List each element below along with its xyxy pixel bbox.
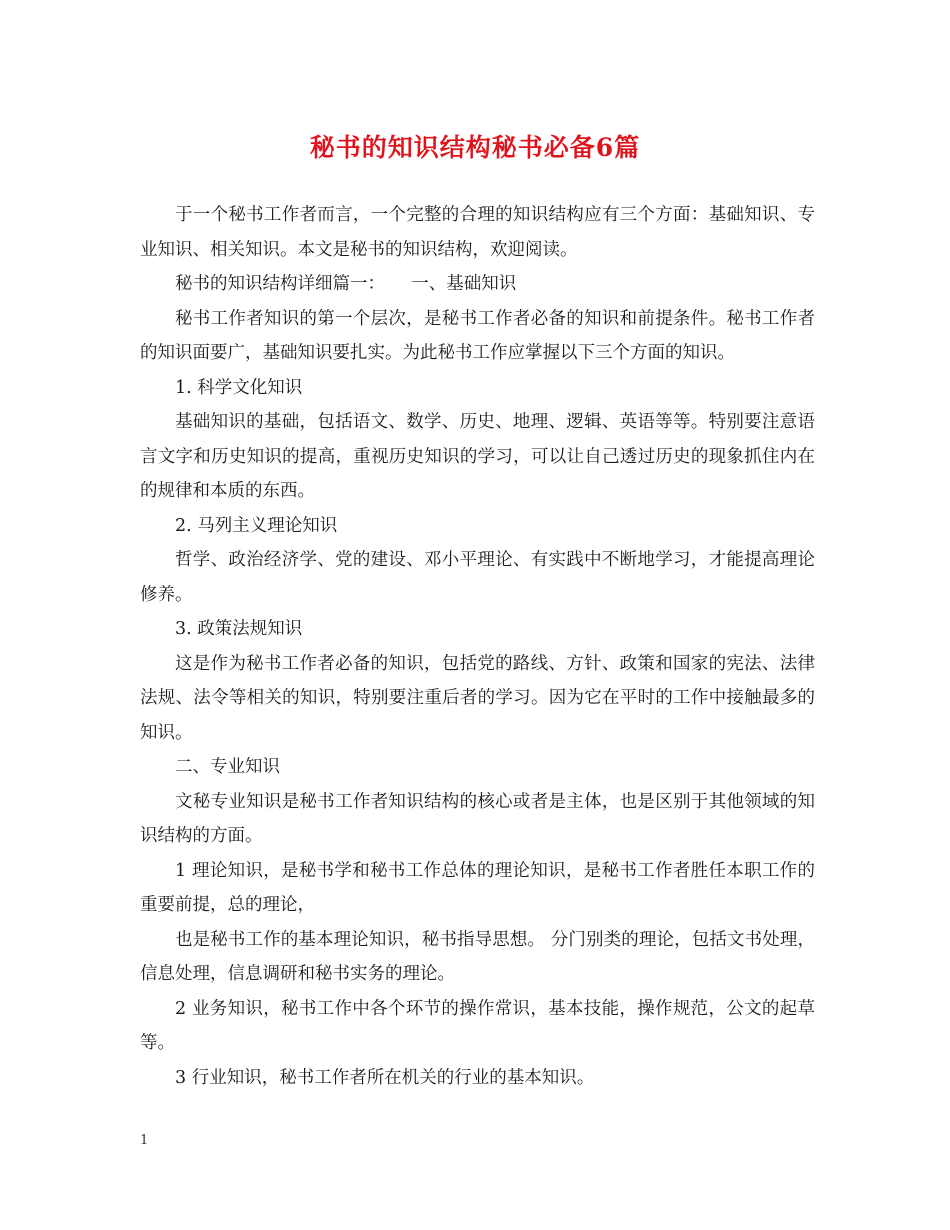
paragraph-industry-knowledge: 3 行业知识，秘书工作者所在机关的行业的基本知识。 [175, 1067, 595, 1088]
paragraph-theory-knowledge: 1 理论知识，是秘书学和秘书工作总体的理论知识，是秘书工作者胜任本职工作的重要前提，总的理论， [140, 860, 815, 915]
paragraph-item-marxist-theory: 2. 马列主义理论知识 [175, 515, 338, 536]
document-title: 秘书的知识结构秘书必备6篇 [309, 133, 641, 162]
paragraph-marxist-theory-detail: 哲学、政治经济学、党的建设、邓小平理论、有实践中不断地学习，才能提高理论修养。 [140, 550, 815, 605]
paragraph-item-science-culture: 1. 科学文化知识 [175, 377, 303, 398]
paragraph-business-knowledge: 2 业务知识，秘书工作中各个环节的操作常识，基本技能，操作规范，公文的起草等。 [140, 998, 815, 1053]
paragraph-item-policy-law: 3. 政策法规知识 [175, 619, 303, 639]
paragraph-policy-law-detail: 这是作为秘书工作者必备的知识，包括党的路线、方针、政策和国家的宪法、法律法规、法令等相关的知识，特别要注重后者的学习。因为它在平时的工作中接触最多的知识。 [140, 653, 815, 743]
paragraph-theory-knowledge-continued: 也是秘书工作的基本理论知识，秘书指导思想。 分门别类的理论，包括文书处理，信息处理，信息调研和秘书实务的理论。 [140, 929, 815, 984]
paragraph-section-heading-basic: 秘书的知识结构详细篇一： 一、基础知识 [175, 274, 517, 294]
paragraph-basic-knowledge: 秘书工作者知识的第一个层次，是秘书工作者必备的知识和前提条件。秘书工作者的知识面要广，基础知识要扎实。为此秘书工作应掌握以下三个方面的知识。 [140, 308, 815, 363]
paragraph-science-culture-detail: 基础知识的基础，包括语文、数学、历史、地理、逻辑、英语等等。特别要注意语言文字和历史知识的提高，重视历史知识的学习，可以让自己透过历史的现象抓住内在的规律和本质的东西。 [140, 412, 815, 501]
paragraph-section-heading-professional: 二、专业知识 [175, 757, 280, 777]
paragraph-intro: 于一个秘书工作者而言，一个完整的合理的知识结构应有三个方面：基础知识、专业知识、相关知识。本文是秘书的知识结构，欢迎阅读。 [140, 205, 815, 260]
document-body [140, 198, 815, 1095]
page-number: 1 [140, 1133, 149, 1148]
paragraph-professional-knowledge: 文秘专业知识是秘书工作者知识结构的核心或者是主体，也是区别于其他领域的知识结构的方面。 [140, 791, 815, 846]
